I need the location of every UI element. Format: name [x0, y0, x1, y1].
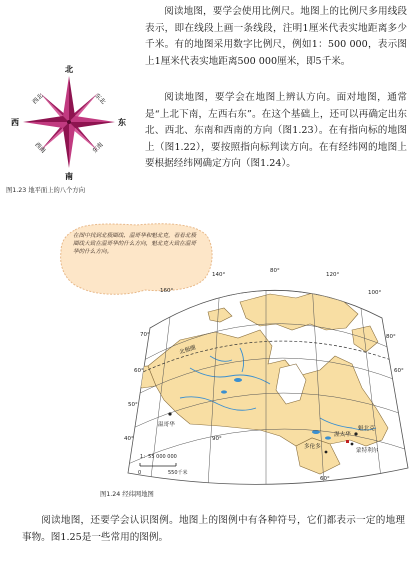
activity-bubble-text: 在图中找到北极圈线、温哥华和魁北克，看看北极圈线大致在温哥华的什么方向，魁北克大致在温哥华的什么方向。 [73, 233, 197, 256]
map-label-toronto: 多伦多 [304, 444, 321, 450]
map-label-montreal: 蒙特利尔 [356, 448, 379, 454]
svg-text:90°: 90° [212, 436, 222, 442]
svg-text:70°: 70° [140, 332, 150, 338]
svg-text:160°: 160° [160, 288, 174, 294]
svg-text:140°: 140° [212, 272, 226, 278]
svg-text:80°: 80° [386, 334, 396, 340]
svg-text:80°: 80° [270, 268, 280, 274]
compass-label-southwest: 西南 [33, 141, 47, 155]
svg-text:100°: 100° [368, 290, 382, 296]
graticule-map-canada [120, 268, 412, 486]
map-label-quebec: 魁北克 [358, 426, 375, 432]
figure-caption-1-23: 图1.23 地平面上的八个方向 [6, 187, 85, 194]
paragraph-direction: 阅读地图，要学会在地图上辨认方向。面对地图，通常是“上北下南，左西右东”。在这个基础上，还可以再确定出东北、西北、东南和西南的方向（图1.23）。在有指向标的地图上（图1.22），要按照指向标判读方向。在有经纬网的地图上要根据经纬网确定方向（图1.24）。 [145, 92, 407, 170]
paragraph-scale: 阅读地图，要学会使用比例尺。地图上的比例尺多用线段表示，即在线段上画一条线段，注明1厘米代表实地距离多少千米。有的地图采用数字比例尺，例如1：500 000，表示图上1厘米代表实地距离500 000厘米，即5千米。 [145, 6, 407, 67]
svg-text:60°: 60° [320, 476, 330, 482]
compass-label-northeast: 东北 [93, 92, 107, 106]
svg-text:0: 0 [138, 470, 142, 476]
svg-text:120°: 120° [326, 272, 340, 278]
compass-label-east: 东 [118, 118, 126, 127]
svg-text:1：55 000 000: 1：55 000 000 [140, 454, 177, 460]
figure-caption-1-24: 图1.24 经纬网地图 [100, 491, 154, 498]
svg-text:60°: 60° [394, 368, 404, 374]
compass-label-west: 西 [11, 118, 19, 127]
compass-label-south: 南 [65, 172, 73, 180]
compass-rose-figure [8, 64, 126, 180]
compass-label-northwest: 西北 [31, 92, 45, 106]
svg-text:60°: 60° [134, 368, 144, 374]
svg-text:550千米: 550千米 [168, 470, 188, 476]
paragraph-legend: 阅读地图，还要学会认识图例。地图上的图例中有各种符号，它们都表示一定的地理事物。图1.25是一些常用的图例。 [22, 515, 405, 543]
compass-label-north: 北 [65, 65, 73, 74]
map-label-arctic-circle: 北极圈 [178, 345, 197, 356]
svg-text:50°: 50° [128, 402, 138, 408]
compass-label-southeast: 东南 [91, 141, 105, 155]
map-label-ottawa: 渥太华 [334, 432, 351, 438]
map-label-vancouver: 温哥华 [158, 422, 175, 428]
svg-text:40°: 40° [124, 436, 134, 442]
